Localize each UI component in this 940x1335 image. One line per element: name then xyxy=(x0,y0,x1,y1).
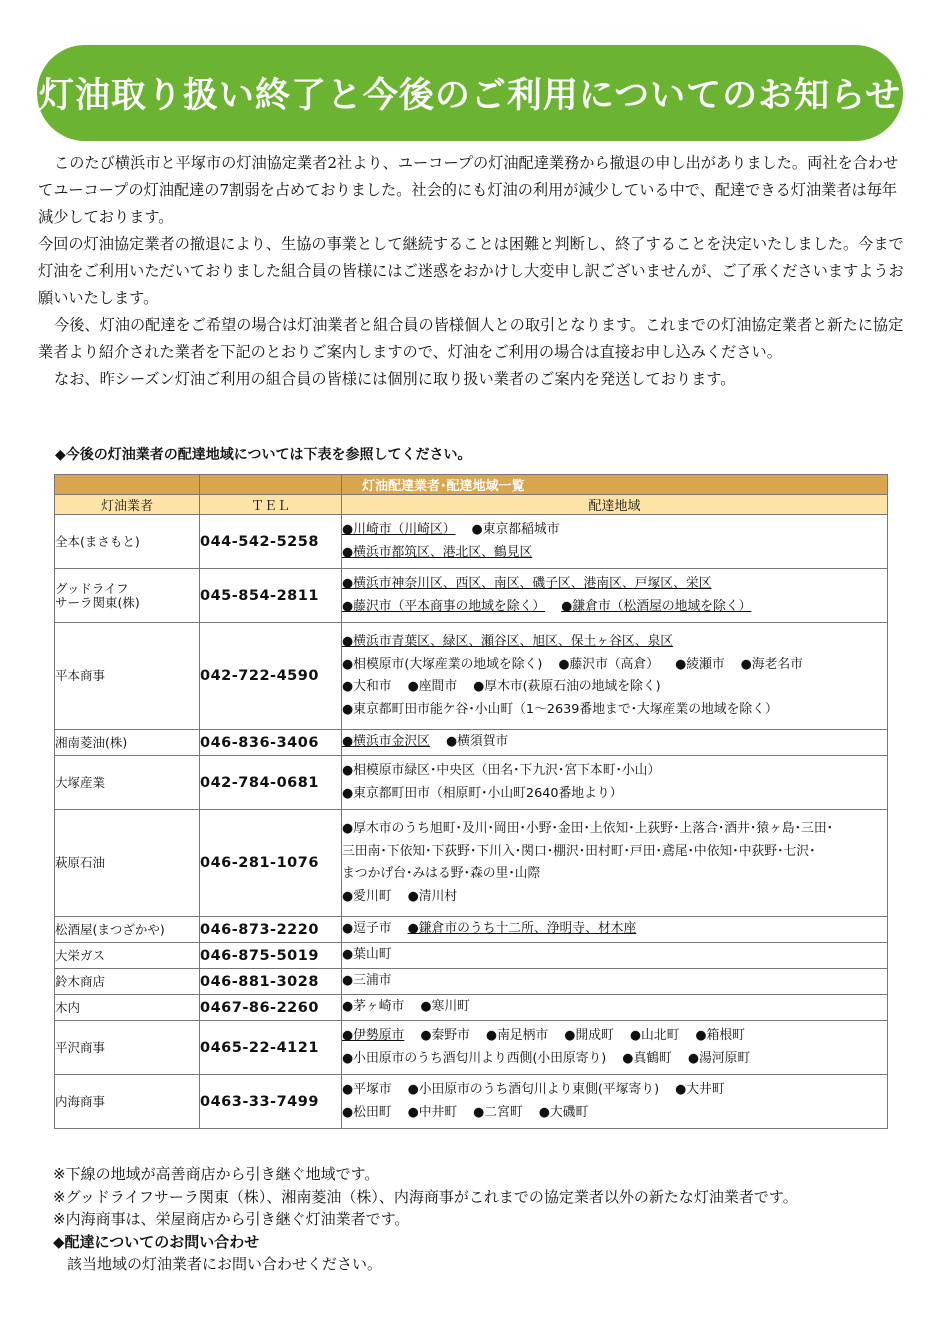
dealer-name: 萩原石油 xyxy=(55,810,200,917)
section-heading: ◆今後の灯油業者の配達地域については下表を参照してください。 xyxy=(55,447,472,463)
area-line xyxy=(342,760,887,783)
dealer-name: 湘南菱油(株) xyxy=(55,730,200,756)
dealer-tel: 0465-22-4121 xyxy=(200,1021,342,1075)
area-item: ●清川村 xyxy=(407,888,458,904)
dealer-tel: 042-722-4590 xyxy=(200,623,342,730)
area-item: 三田南･下依知･下荻野･下川入･関口･棚沢･田村町･戸田･鳶尾･中依知･中荻野･七沢･ xyxy=(342,843,816,859)
area-item: ●相模原市緑区･中央区（田名･下九沢･宮下本町･小山） xyxy=(342,763,661,778)
dealer-tel: 046-881-3028 xyxy=(200,969,342,995)
area-item: ●鎌倉市のうち十二所、浄明寺、材木座 xyxy=(407,921,637,937)
area-line xyxy=(342,1079,887,1102)
dealer-name: 木内 xyxy=(55,995,200,1021)
area-item: ●横浜市都筑区、港北区、鶴見区 xyxy=(342,544,533,560)
area-line xyxy=(342,886,887,909)
delivery-area xyxy=(342,917,888,943)
area-item: ●松田町 xyxy=(342,1104,392,1120)
delivery-area xyxy=(342,1021,888,1075)
table-row xyxy=(55,969,888,995)
table-row xyxy=(55,995,888,1021)
dealer-tel: 044-542-5258 xyxy=(200,515,342,569)
area-line xyxy=(342,699,887,722)
area-item: ●藤沢市（平本商事の地域を除く） xyxy=(342,598,546,614)
area-item: ●座間市 xyxy=(407,679,458,694)
header-tel: ＴＥＬ xyxy=(200,495,342,515)
area-item: ●茅ヶ崎市 xyxy=(342,999,405,1015)
area-item: ●開成町 xyxy=(564,1028,614,1043)
area-item: ●平塚市 xyxy=(342,1082,392,1097)
notes xyxy=(53,1163,798,1276)
dealer-tel: 0463-33-7499 xyxy=(200,1075,342,1129)
table-row xyxy=(55,1021,888,1075)
area-item: ●川崎市（川崎区） xyxy=(342,522,456,537)
table-row xyxy=(55,810,888,917)
delivery-area xyxy=(342,969,888,995)
table-row xyxy=(55,623,888,730)
area-item: ●伊勢原市 xyxy=(342,1028,405,1043)
area-item: ●小田原市のうち酒匂川より東側(平塚寄り) xyxy=(407,1082,660,1097)
area-line xyxy=(342,596,887,619)
area-item: ●愛川町 xyxy=(342,888,392,904)
area-item: ●三浦市 xyxy=(342,973,392,989)
delivery-area xyxy=(342,623,888,730)
area-line xyxy=(342,519,887,542)
contact-heading: ◆配達についてのお問い合わせ xyxy=(53,1232,260,1251)
area-item: ●湯河原町 xyxy=(687,1050,751,1066)
note-2: ※グッドライフサーラ関東（株）、湘南菱油（株）、内海商事がこれまでの協定業者以外の新たな灯油業者です。 xyxy=(53,1187,798,1206)
dealer-name: 平本商事 xyxy=(55,623,200,730)
intro-paragraph-1: このたび横浜市と平塚市の灯油協定業者2社より、ユーコープの灯油配達業務から撤退の申し出がありました。両社を合わせてユーコープの灯油配達の7割弱を占めておりました。社会的にも灯油の利用が減少している中で、配達できる灯油業者は毎年減少しております。 xyxy=(38,154,899,226)
area-item: ●東京都町田市（相原町･小山町2640番地より） xyxy=(342,785,623,801)
area-item: ●横浜市神奈川区、西区、南区、磯子区、港南区、戸塚区、栄区 xyxy=(342,576,712,591)
dealer-name: 平沢商事 xyxy=(55,1021,200,1075)
table-row xyxy=(55,917,888,943)
area-line xyxy=(342,573,887,596)
area-line xyxy=(342,542,887,565)
intro-paragraph-2: 今回の灯油協定業者の撤退により、生協の事業として継続することは困難と判断し、終了することを決定いたしました。今まで灯油をご利用いただいておりました組合員の皆様にはご迷惑をおかけし大変申し訳ございませんが、ご了承くださいますようお願いいたします。 xyxy=(38,235,904,307)
area-item: ●海老名市 xyxy=(740,656,803,672)
delivery-area xyxy=(342,1075,888,1129)
dealer-name: 大塚産業 xyxy=(55,756,200,810)
area-item: ●南足柄市 xyxy=(485,1028,549,1043)
intro-paragraph-4: なお、昨シーズン灯油ご利用の組合員の皆様には個別に取り扱い業者のご案内を発送しております。 xyxy=(54,370,736,388)
area-item: ●秦野市 xyxy=(420,1028,470,1043)
area-item: ●逗子市 xyxy=(342,921,392,937)
header-dealer: 灯油業者 xyxy=(55,495,200,515)
area-line xyxy=(342,863,887,886)
area-item: ●小田原市のうち酒匂川より西側(小田原寄り) xyxy=(342,1050,607,1066)
area-line xyxy=(342,818,887,841)
area-line xyxy=(342,996,887,1019)
area-line xyxy=(342,918,887,941)
page-title: 灯油取り扱い終了と今後のご利用についてのお知らせ xyxy=(38,76,902,116)
area-item: ●厚木市のうち旭町･及川･岡田･小野･金田･上依知･上荻野･上落合･酒井･猿ヶ島･三田･ xyxy=(342,821,834,836)
area-item: ●大磯町 xyxy=(538,1104,589,1120)
dealer-name: 鈴木商店 xyxy=(55,969,200,995)
area-item: ●相模原市(大塚産業の地域を除く) xyxy=(342,656,543,672)
note-3: ※内海商事は、栄屋商店から引き継ぐ灯油業者です。 xyxy=(53,1210,410,1228)
table-body xyxy=(55,515,888,1129)
area-line xyxy=(342,654,887,677)
area-item: ●二宮町 xyxy=(473,1104,523,1120)
table-row xyxy=(55,1075,888,1129)
area-item: ●大和市 xyxy=(342,679,392,694)
area-item: ●東京都町田市能ケ谷･小山町（1～2639番地まで･大塚産業の地域を除く） xyxy=(342,701,778,717)
area-item: ●藤沢市（高倉） xyxy=(558,656,660,672)
distributor-table xyxy=(54,474,888,1129)
area-item: ●葉山町 xyxy=(342,947,392,963)
delivery-area xyxy=(342,515,888,569)
delivery-area xyxy=(342,810,888,917)
area-item: ●中井町 xyxy=(407,1104,458,1120)
table-row xyxy=(55,515,888,569)
area-line xyxy=(342,731,887,754)
delivery-area xyxy=(342,569,888,623)
delivery-area xyxy=(342,995,888,1021)
note-1: ※下線の地域が高善商店から引き継ぐ地域です。 xyxy=(53,1165,380,1183)
dealer-tel: 045-854-2811 xyxy=(200,569,342,623)
area-line xyxy=(342,1048,887,1071)
area-item: ●寒川町 xyxy=(420,999,470,1015)
area-line xyxy=(342,970,887,993)
header-area: 配達地域 xyxy=(342,495,888,515)
area-line xyxy=(342,783,887,806)
area-line xyxy=(342,676,887,699)
area-item: ●箱根町 xyxy=(695,1028,745,1043)
dealer-tel: 046-875-5019 xyxy=(200,943,342,969)
table-row xyxy=(55,756,888,810)
dealer-tel: 046-873-2220 xyxy=(200,917,342,943)
area-item: ●鎌倉市（松酒屋の地域を除く） xyxy=(561,598,752,614)
dealer-tel: 046-836-3406 xyxy=(200,730,342,756)
contact-text: 該当地域の灯油業者にお問い合わせください。 xyxy=(67,1255,383,1273)
area-line xyxy=(342,1102,887,1125)
table-row xyxy=(55,730,888,756)
intro-text xyxy=(38,150,904,393)
dealer-name: 全本(まさもと) xyxy=(55,515,200,569)
area-line xyxy=(342,944,887,967)
area-item: ●横浜市青葉区、緑区、瀬谷区、旭区、保土ヶ谷区、泉区 xyxy=(342,634,674,649)
area-item: ●厚木市(萩原石油の地域を除く) xyxy=(473,679,661,694)
dealer-name: 大栄ガス xyxy=(55,943,200,969)
intro-paragraph-3: 今後、灯油の配達をご希望の場合は灯油業者と組合員の皆様個人との取引となります。これまでの灯油協定業者と新たに協定業者より紹介された業者を下記のとおりご案内しますので、灯油をご利用の場合は直接お申し込みください。 xyxy=(38,316,904,361)
delivery-area xyxy=(342,756,888,810)
dealer-tel: 046-281-1076 xyxy=(200,810,342,917)
area-item: ●山北町 xyxy=(629,1028,680,1043)
area-line xyxy=(342,1025,887,1048)
area-item: ●横須賀市 xyxy=(445,734,509,750)
title-banner xyxy=(37,45,903,141)
dealer-name: グッドライフ サーラ関東(株) xyxy=(55,569,200,623)
area-item: まつかげ台･みはる野･森の里･山際 xyxy=(342,866,541,881)
area-item: ●大井町 xyxy=(675,1082,725,1097)
delivery-area xyxy=(342,730,888,756)
area-item: ●横浜市金沢区 xyxy=(342,734,430,750)
dealer-name: 松酒屋(まつざかや) xyxy=(55,917,200,943)
table-title: 灯油配達業者･配達地域一覧 xyxy=(342,475,888,495)
table-row xyxy=(55,943,888,969)
delivery-area xyxy=(342,943,888,969)
area-item: ●綾瀬市 xyxy=(675,656,725,672)
table-row xyxy=(55,569,888,623)
area-item: ●真鶴町 xyxy=(622,1050,672,1066)
area-line xyxy=(342,631,887,654)
area-line xyxy=(342,841,887,864)
dealer-tel: 042-784-0681 xyxy=(200,756,342,810)
dealer-tel: 0467-86-2260 xyxy=(200,995,342,1021)
dealer-name: 内海商事 xyxy=(55,1075,200,1129)
area-item: ●東京都稲城市 xyxy=(471,522,560,537)
